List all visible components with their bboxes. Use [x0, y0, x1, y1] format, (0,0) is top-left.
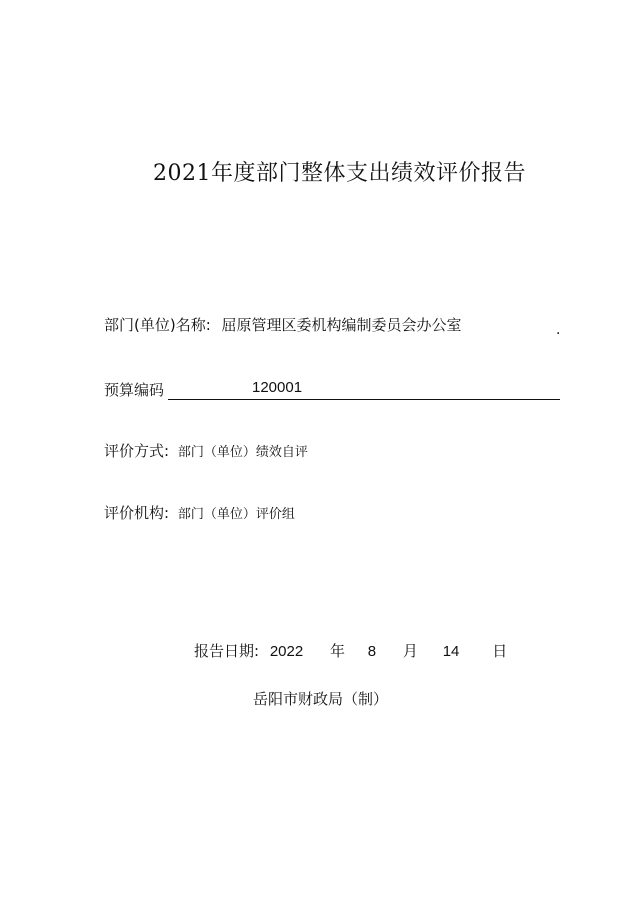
- department-row: [104, 314, 462, 335]
- report-date-row: [194, 640, 507, 661]
- report-date-label: 报告日期:: [194, 642, 260, 660]
- budget-code-underline: [168, 399, 560, 400]
- department-value: 屈原管理区委机构编制委员会办公室: [221, 316, 462, 334]
- evaluation-method-row: [104, 440, 308, 461]
- evaluation-org-label: 评价机构:: [104, 504, 170, 522]
- report-date-day: 14: [442, 643, 460, 660]
- budget-code-label: 预算编码: [104, 381, 165, 399]
- report-date-month: 8: [367, 643, 377, 660]
- evaluation-org-value: 部门（单位）评价组: [177, 507, 295, 522]
- report-date-year-unit: 年: [330, 642, 346, 660]
- report-title: 2021年度部门整体支出绩效评价报告: [153, 161, 526, 186]
- evaluation-method-value: 部门（单位）绩效自评: [177, 445, 308, 460]
- issuer-line: 岳阳市财政局（制）: [252, 690, 388, 708]
- evaluation-method-label: 评价方式:: [104, 442, 170, 460]
- department-label: 部门(单位)名称:: [104, 316, 211, 334]
- evaluation-org-row: [104, 502, 295, 523]
- report-date-month-unit: 月: [402, 642, 418, 660]
- department-trailing-mark: .: [556, 322, 561, 338]
- report-date-year: 2022: [269, 643, 304, 660]
- report-date-day-unit: 日: [492, 642, 508, 660]
- budget-code-row: [104, 379, 303, 400]
- budget-code-value: 120001: [252, 379, 303, 396]
